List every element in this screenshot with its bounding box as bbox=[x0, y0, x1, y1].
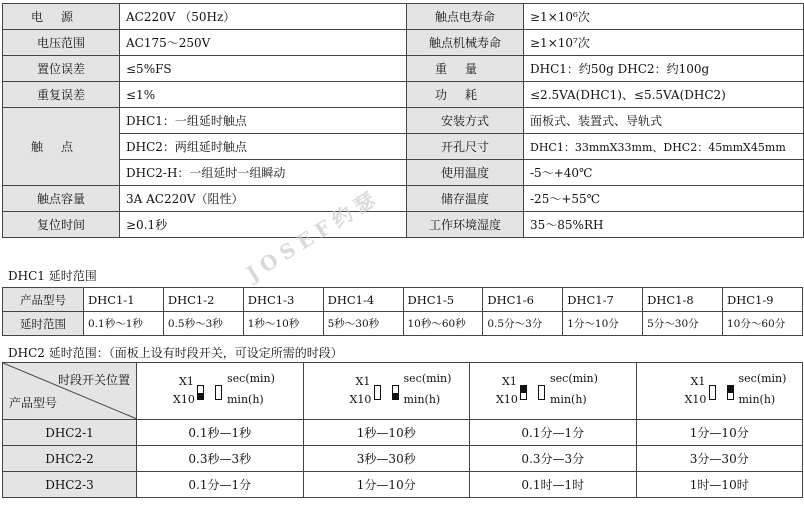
table-row bbox=[3, 446, 803, 472]
dhc1-range-cell: 0.5秒～3秒 bbox=[163, 312, 243, 336]
dhc1-model-cell: DHC1-7 bbox=[563, 288, 643, 312]
contact-dhc1: DHC1：一组延时触点 bbox=[120, 108, 407, 134]
dhc1-model-cell: DHC1-9 bbox=[723, 288, 803, 312]
dhc1-title: DHC1 延时范围 bbox=[8, 269, 97, 283]
dhc2-range-cell: 1分—10分 bbox=[303, 472, 470, 498]
mech-life-label: 触点机械寿命 bbox=[407, 30, 524, 56]
elec-life-label: 触点电寿命 bbox=[407, 4, 524, 30]
model-header: 产品型号 bbox=[9, 396, 58, 410]
dhc1-range-cell: 1分～10分 bbox=[563, 312, 643, 336]
switch-x10-label: X10 bbox=[173, 393, 195, 406]
switch-min-label: min(h) bbox=[550, 393, 587, 406]
dhc1-model-cell: DHC1-1 bbox=[84, 288, 164, 312]
dhc2-range-cell: 0.1分—1分 bbox=[470, 420, 637, 446]
switch-icon bbox=[538, 385, 545, 400]
capacity-label: 触点容量 bbox=[3, 186, 120, 212]
power-consumption-label: 功耗 bbox=[407, 82, 524, 108]
storage-label: 储存温度 bbox=[407, 186, 524, 212]
dhc1-range-cell: 1秒～10秒 bbox=[243, 312, 323, 336]
contact-dhc2h: DHC2-H：一组延时一组瞬动 bbox=[120, 160, 407, 186]
watermark: JOSEF约瑟 bbox=[242, 184, 385, 286]
dhc2-model-cell: DHC2-3 bbox=[3, 472, 137, 498]
dhc2-range-cell: 0.3秒—3秒 bbox=[137, 446, 304, 472]
weight-label: 重量 bbox=[407, 56, 524, 82]
switch-icon bbox=[727, 385, 734, 400]
repeat-error-value: ≤1% bbox=[120, 82, 407, 108]
hole-label: 开孔尺寸 bbox=[407, 134, 524, 160]
switch-setting-cell bbox=[303, 363, 470, 420]
mech-life-value: ≥1×10⁷次 bbox=[524, 30, 804, 56]
power-consumption-value: ≤2.5VA(DHC1)、≤5.5VA(DHC2) bbox=[524, 82, 804, 108]
switch-icon bbox=[392, 385, 399, 400]
dhc2-range-cell: 0.1秒—1秒 bbox=[137, 420, 304, 446]
switch-icon bbox=[215, 385, 222, 400]
switch-icon bbox=[374, 385, 381, 400]
mount-value: 面板式、装置式、导轨式 bbox=[524, 108, 804, 134]
switch-x1-label: X1 bbox=[179, 375, 194, 388]
temp-label: 使用温度 bbox=[407, 160, 524, 186]
dhc2-header-corner bbox=[3, 363, 137, 420]
dhc1-range-cell: 5分～30分 bbox=[643, 312, 723, 336]
capacity-value: 3A AC220V（阻性） bbox=[120, 186, 407, 212]
dhc1-model-cell: DHC1-3 bbox=[243, 288, 323, 312]
contact-dhc2: DHC2：两组延时触点 bbox=[120, 134, 407, 160]
dhc2-range-cell: 1分—10分 bbox=[636, 420, 803, 446]
switch-icon bbox=[197, 385, 204, 400]
setting-error-value: ≤5%FS bbox=[120, 56, 407, 82]
dhc1-range-cell: 5秒～30秒 bbox=[323, 312, 403, 336]
dhc2-title: DHC2 延时范围：（面板上设有时段开关，可设定所需的时段） bbox=[8, 346, 343, 360]
dhc1-model-cell: DHC1-6 bbox=[483, 288, 563, 312]
switch-min-label: min(h) bbox=[227, 393, 264, 406]
switch-sec-label: sec(min) bbox=[550, 372, 598, 385]
dhc1-model-cell: DHC1-8 bbox=[643, 288, 723, 312]
dhc2-range-cell: 3秒—30秒 bbox=[303, 446, 470, 472]
dhc1-range-label: 延时范围 bbox=[3, 312, 84, 336]
switch-x1-label: X1 bbox=[502, 375, 517, 388]
switch-sec-label: sec(min) bbox=[738, 372, 787, 385]
elec-life-value: ≥1×10⁶次 bbox=[524, 4, 804, 30]
dhc2-range-cell: 3分—30分 bbox=[636, 446, 803, 472]
switch-x10-label: X10 bbox=[684, 393, 707, 406]
switch-x10-label: X10 bbox=[496, 393, 518, 406]
dhc2-range-cell: 1秒—10秒 bbox=[303, 420, 470, 446]
switch-position-header: 时段开关位置 bbox=[57, 373, 130, 387]
switch-icon bbox=[520, 385, 527, 400]
power-value: AC220V （50Hz） bbox=[120, 4, 407, 30]
dhc2-model-cell: DHC2-1 bbox=[3, 420, 137, 446]
humidity-value: 35～85%RH bbox=[524, 212, 804, 238]
table-row bbox=[3, 420, 803, 446]
switch-min-label: min(h) bbox=[738, 393, 776, 406]
contact-label: 触点 bbox=[3, 108, 120, 186]
reset-value: ≥0.1秒 bbox=[120, 212, 407, 238]
dhc1-range-cell: 10分～60分 bbox=[723, 312, 803, 336]
setting-error-label: 置位误差 bbox=[3, 56, 120, 82]
repeat-error-label: 重复误差 bbox=[3, 82, 120, 108]
dhc1-table bbox=[2, 287, 803, 336]
mount-label: 安装方式 bbox=[407, 108, 524, 134]
switch-min-label: min(h) bbox=[403, 393, 441, 406]
dhc2-range-cell: 0.1分—1分 bbox=[137, 472, 304, 498]
hole-value: DHC1：33mmX33mm、DHC2：45mmX45mm bbox=[524, 134, 804, 160]
switch-x10-label: X10 bbox=[349, 393, 372, 406]
weight-value: DHC1：约50g DHC2：约100g bbox=[524, 56, 804, 82]
power-label: 电源 bbox=[3, 4, 120, 30]
switch-setting-cell bbox=[636, 363, 803, 420]
dhc2-table bbox=[2, 362, 803, 498]
dhc1-range-cell: 10秒～60秒 bbox=[403, 312, 483, 336]
switch-icon bbox=[709, 385, 716, 400]
dhc2-range-cell: 0.3分—3分 bbox=[470, 446, 637, 472]
humidity-label: 工作环境湿度 bbox=[407, 212, 524, 238]
switch-x1-label: X1 bbox=[355, 375, 371, 388]
dhc1-model-cell: DHC1-4 bbox=[323, 288, 403, 312]
switch-x1-label: X1 bbox=[690, 375, 706, 388]
dhc2-model-cell: DHC2-2 bbox=[3, 446, 137, 472]
storage-value: -25～+55℃ bbox=[524, 186, 804, 212]
voltage-label: 电压范围 bbox=[3, 30, 120, 56]
reset-label: 复位时间 bbox=[3, 212, 120, 238]
dhc1-model-label: 产品型号 bbox=[3, 288, 84, 312]
dhc1-model-cell: DHC1-5 bbox=[403, 288, 483, 312]
switch-sec-label: sec(min) bbox=[227, 372, 275, 385]
voltage-value: AC175～250V bbox=[120, 30, 407, 56]
table-row bbox=[3, 472, 803, 498]
dhc1-range-cell: 0.1秒～1秒 bbox=[84, 312, 164, 336]
spec-table bbox=[2, 3, 804, 238]
switch-sec-label: sec(min) bbox=[403, 372, 452, 385]
dhc2-range-cell: 0.1时—1时 bbox=[470, 472, 637, 498]
temp-value: -5～+40℃ bbox=[524, 160, 804, 186]
switch-setting-cell bbox=[137, 363, 304, 420]
dhc1-model-cell: DHC1-2 bbox=[163, 288, 243, 312]
switch-setting-cell bbox=[470, 363, 637, 420]
dhc1-range-cell: 0.5分～3分 bbox=[483, 312, 563, 336]
dhc2-range-cell: 1时—10时 bbox=[636, 472, 803, 498]
